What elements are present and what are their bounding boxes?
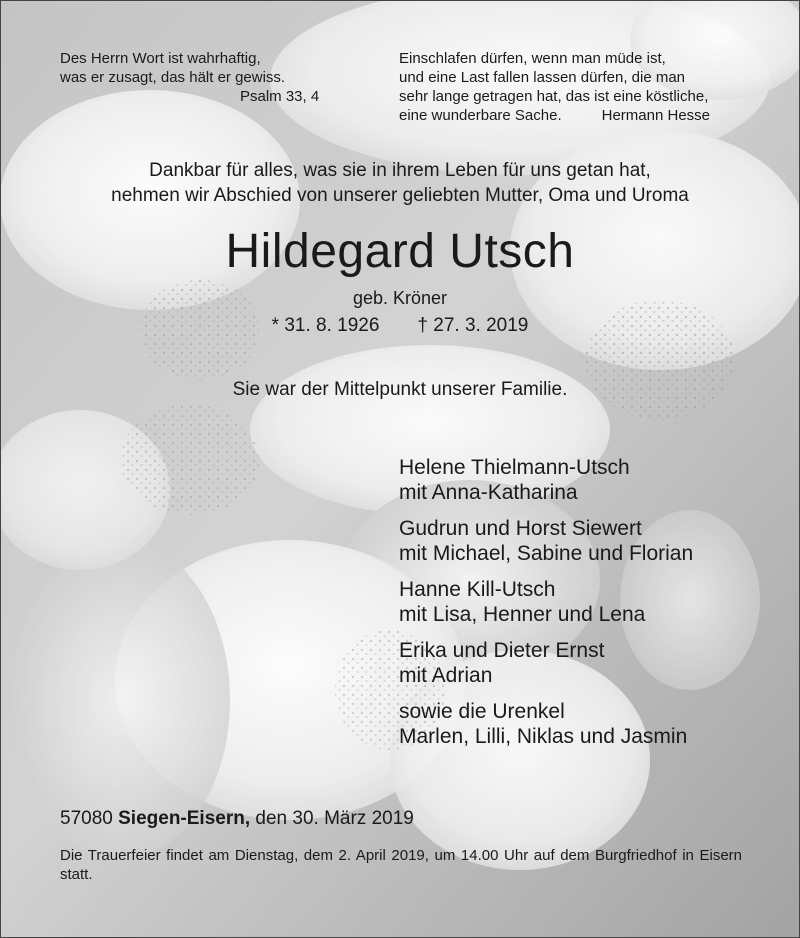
intro-line: nehmen wir Abschied von unserer geliebten Mutter, Oma und Uroma — [111, 185, 689, 206]
postal-code: 57080 — [60, 808, 113, 829]
mourner-name: sowie die Urenkel — [399, 700, 565, 723]
mourner-children: mit Michael, Sabine und Florian — [399, 541, 694, 565]
psalm-quote — [60, 49, 340, 106]
mourner-group — [399, 578, 779, 627]
hesse-quote-line: eine wunderbare Sache. — [399, 107, 562, 124]
mourner-group — [399, 700, 779, 749]
deceased-name: Hildegard Utsch — [225, 225, 575, 278]
family-center-statement: Sie war der Mittelpunkt unserer Familie. — [232, 379, 568, 400]
intro-text — [0, 158, 800, 208]
quote-author: Hermann Hesse — [601, 107, 711, 124]
hesse-quote-line: sehr lange getragen hat, das ist eine köstliche, — [399, 88, 709, 105]
mourner-group — [399, 456, 779, 505]
mourner-name: Helene Thielmann-Utsch — [399, 456, 630, 479]
mourners-list — [399, 456, 779, 761]
mourner-group — [399, 517, 779, 566]
hesse-quote — [399, 49, 759, 125]
intro-line: Dankbar für alles, was sie in ihrem Leben für uns getan hat, — [149, 160, 651, 181]
life-dates — [0, 314, 800, 338]
death-date: † 27. 3. 2019 — [417, 315, 529, 336]
psalm-quote-line: Des Herrn Wort ist wahrhaftig, — [60, 50, 261, 67]
place-name: Siegen-Eisern, — [118, 808, 251, 829]
mourner-name: Hanne Kill-Utsch — [399, 578, 556, 601]
hesse-quote-line: und eine Last fallen lassen dürfen, die man — [399, 69, 686, 86]
mourner-children: mit Anna-Katharina — [399, 480, 578, 504]
mourner-name: Erika und Dieter Ernst — [399, 639, 605, 662]
funeral-service-info: Die Trauerfeier findet am Dienstag, dem 2. April 2019, um 14.00 Uhr auf dem Burgfriedhof in Eisern statt. — [60, 847, 742, 883]
birth-name: geb. Kröner — [352, 288, 448, 308]
mourner-group — [399, 639, 779, 688]
notice-date: den 30. März 2019 — [255, 808, 414, 829]
place-and-date — [60, 807, 414, 831]
mourner-children: mit Lisa, Henner und Lena — [399, 602, 646, 626]
birth-date: * 31. 8. 1926 — [271, 315, 380, 336]
mourner-children: Marlen, Lilli, Niklas und Jasmin — [399, 724, 688, 748]
mourner-name: Gudrun und Horst Siewert — [399, 517, 642, 540]
hesse-quote-line: Einschlafen dürfen, wenn man müde ist, — [399, 50, 666, 67]
mourner-children: mit Adrian — [399, 663, 493, 687]
psalm-reference: Psalm 33, 4 — [240, 88, 320, 105]
psalm-quote-line: was er zusagt, das hält er gewiss. — [60, 69, 286, 86]
